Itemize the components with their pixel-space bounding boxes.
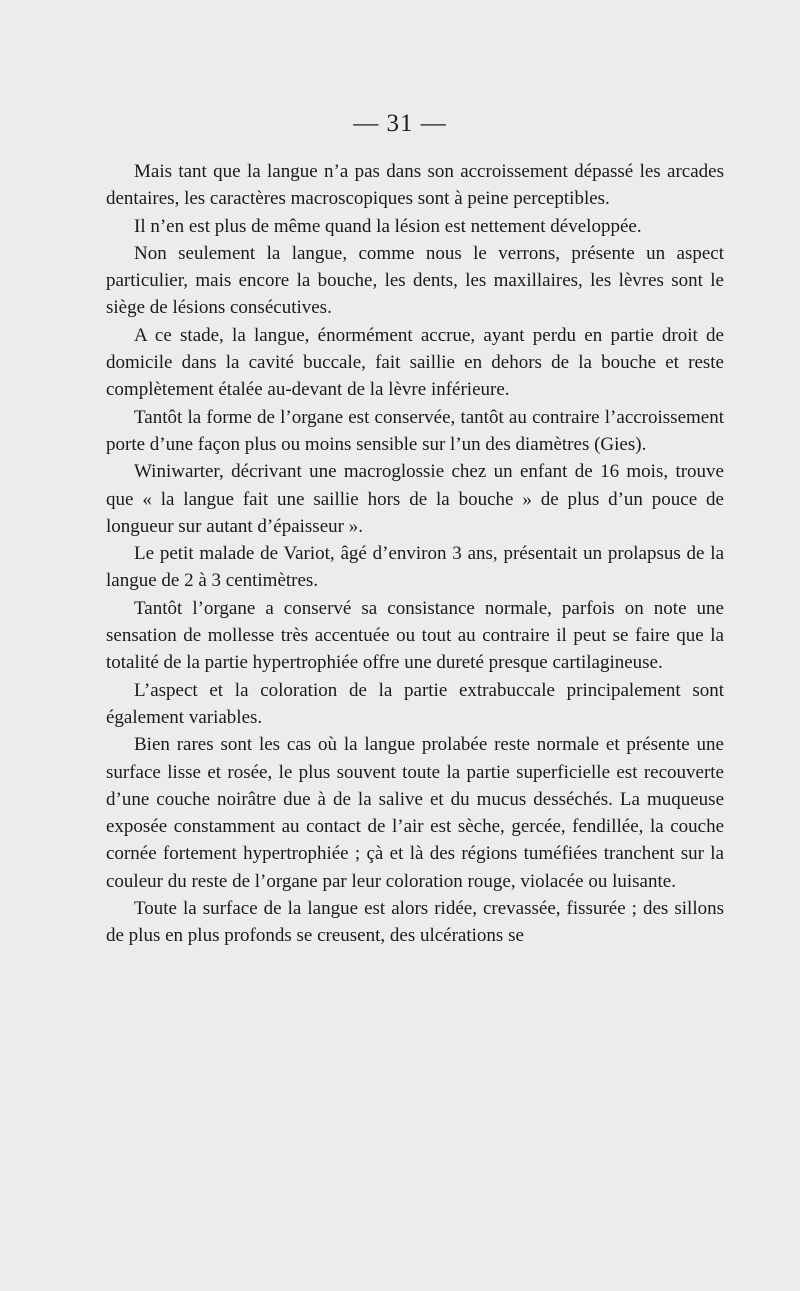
paragraph-8: Tantôt l’organe a conservé sa consistance normale, parfois on note une sensation de mollesse très accentuée ou tout au contraire il peut se faire que la totalité de la partie hypertrophiée offre une dureté presque cartilagineuse. [106, 597, 724, 674]
paragraph-4: A ce stade, la langue, énormément accrue, ayant perdu en partie droit de domicile dans la cavité buccale, fait saillie en dehors de la bouche et reste complètement étalée au-devant de la lèvre inférieure. [106, 324, 724, 401]
body-text [106, 158, 724, 950]
paragraph-3: Non seulement la langue, comme nous le verrons, présente un aspect particulier, mais encore la bouche, les dents, les maxillaires, les lèvres sont le siège de lésions consécutives. [106, 242, 724, 319]
paragraph-5: Tantôt la forme de l’organe est conservée, tantôt au contraire l’accroissement porte d’une façon plus ou moins sensible sur l’un des diamètres (Gies). [106, 406, 724, 455]
page-number: — 31 — [353, 110, 447, 137]
paragraph-11: Toute la surface de la langue est alors ridée, crevassée, fissurée ; des sillons de plus en plus profonds se creusent, des ulcérations se [106, 898, 724, 947]
paragraph-2: Il n’en est plus de même quand la lésion est nettement développée. [134, 215, 642, 237]
paragraph-6: Winiwarter, décrivant une macroglossie chez un enfant de 16 mois, trouve que « la langue fait une saillie hors de la bouche » de plus d’un pouce de longueur sur autant d’épaisseur ». [106, 461, 724, 537]
paragraph-1: Mais tant que la langue n’a pas dans son accroissement dépassé les arcades dentaires, les caractères macroscopiques sont à peine perceptibles. [106, 161, 724, 210]
paragraph-9: L’aspect et la coloration de la partie extrabuccale principalement sont également variables. [106, 679, 724, 728]
paragraph-10: Bien rares sont les cas où la langue prolabée reste normale et présente une surface lisse et rosée, le plus souvent toute la partie superficielle est recouverte d’une couche noirâtre due à de la salive et du mucus desséchés. La muqueuse exposée constamment au contact de l’air est sèche, gercée, fendillée, la couche cornée fortement hypertrophiée ; çà et là des régions tuméfiées tranchent sur la couleur du reste de l’organe par leur coloration rouge, violacée ou luisante. [106, 734, 724, 892]
paragraph-7: Le petit malade de Variot, âgé d’environ 3 ans, présentait un prolapsus de la langue de 2 à 3 centimètres. [106, 543, 724, 592]
